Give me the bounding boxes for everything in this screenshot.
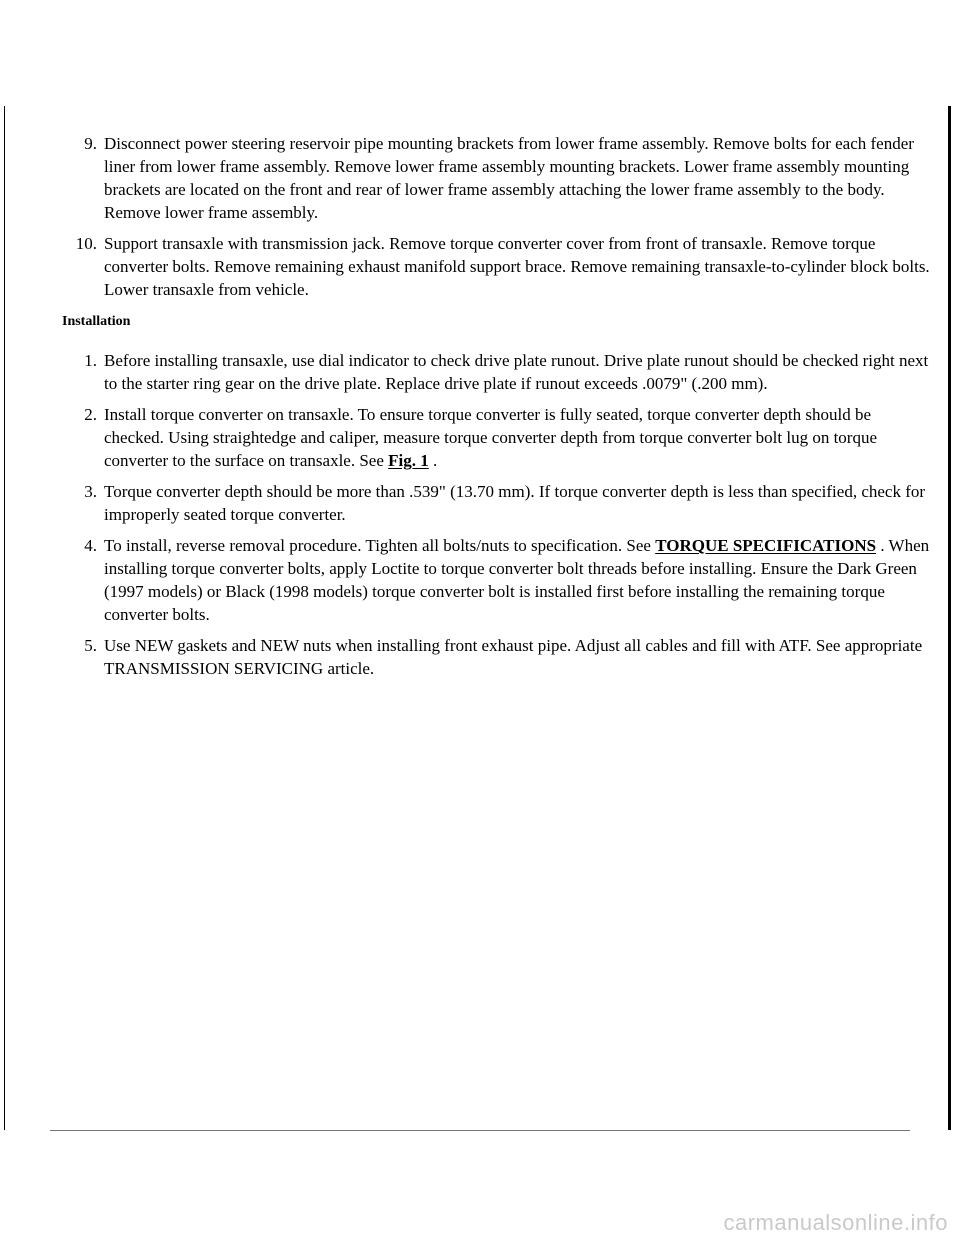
fig-1-link[interactable]: Fig. 1 [388,451,429,470]
step-text: Use NEW gaskets and NEW nuts when installing front exhaust pipe. Adjust all cables and fill with ATF. See appropriate TRANSMISSION SERVICING article. [104,636,923,678]
footer-rule [50,1130,910,1131]
step-number: 1. [84,351,97,370]
watermark: carmanualsonline.info [723,1210,948,1235]
list-item [0,132,930,224]
step-text: Before installing transaxle, use dial indicator to check drive plate runout. Drive plate runout should be checked right next to the starter ring gear on the drive plate. Replace drive plate if runout exceeds .0079" (.200 mm). [104,351,929,393]
step-number: 3. [84,482,97,501]
step-text: To install, reverse removal procedure. Tighten all bolts/nuts to specification. See [104,536,656,555]
step-text: Disconnect power steering reservoir pipe mounting brackets from lower frame assembly. Remove bolts for each fender liner from lower frame assembly. Remove lower frame assembly mounting brackets. Lower frame assembly mounting brackets are located on the front and rear of lower frame assembly attaching the lower frame assembly to the body. Remove lower frame assembly. [104,134,914,222]
list-item [0,232,930,301]
step-number: 10. [75,234,97,253]
step-text-tail: . [428,451,438,470]
step-text-tail: . When installing torque converter bolts, apply Loctite to torque converter bolt threads before installing. Ensure the Dark Green (1997 models) or Black (1998 models) torque converter bolt is installed first before installing the remaining torque converter bolts. [104,536,930,624]
section-heading-installation: Installation [62,314,131,329]
step-number: 5. [84,636,97,655]
torque-specifications-link[interactable]: TORQUE SPECIFICATIONS [655,536,877,555]
list-item [0,634,930,680]
removal-steps-list [0,132,930,309]
list-item [0,403,930,472]
step-text: Install torque converter on transaxle. To ensure torque converter is fully seated, torque converter depth should be checked. Using straightedge and caliper, measure torque converter depth from torque converter bolt lug on torque converter to the surface on transaxle. See [104,405,878,470]
page-border-right [948,106,951,1130]
installation-steps-list [0,349,930,688]
step-number: 9. [84,134,97,153]
list-item [0,480,930,526]
step-number: 4. [84,536,97,555]
list-item [0,349,930,395]
step-text: Torque converter depth should be more than .539" (13.70 mm). If torque converter depth is less than specified, check for improperly seated torque converter. [104,482,926,524]
step-text: Support transaxle with transmission jack. Remove torque converter cover from front of transaxle. Remove torque converter bolts. Remove remaining exhaust manifold support brace. Remove remaining transaxle-to-cylinder block bolts. Lower transaxle from vehicle. [104,234,930,299]
list-item [0,534,930,626]
step-number: 2. [84,405,97,424]
